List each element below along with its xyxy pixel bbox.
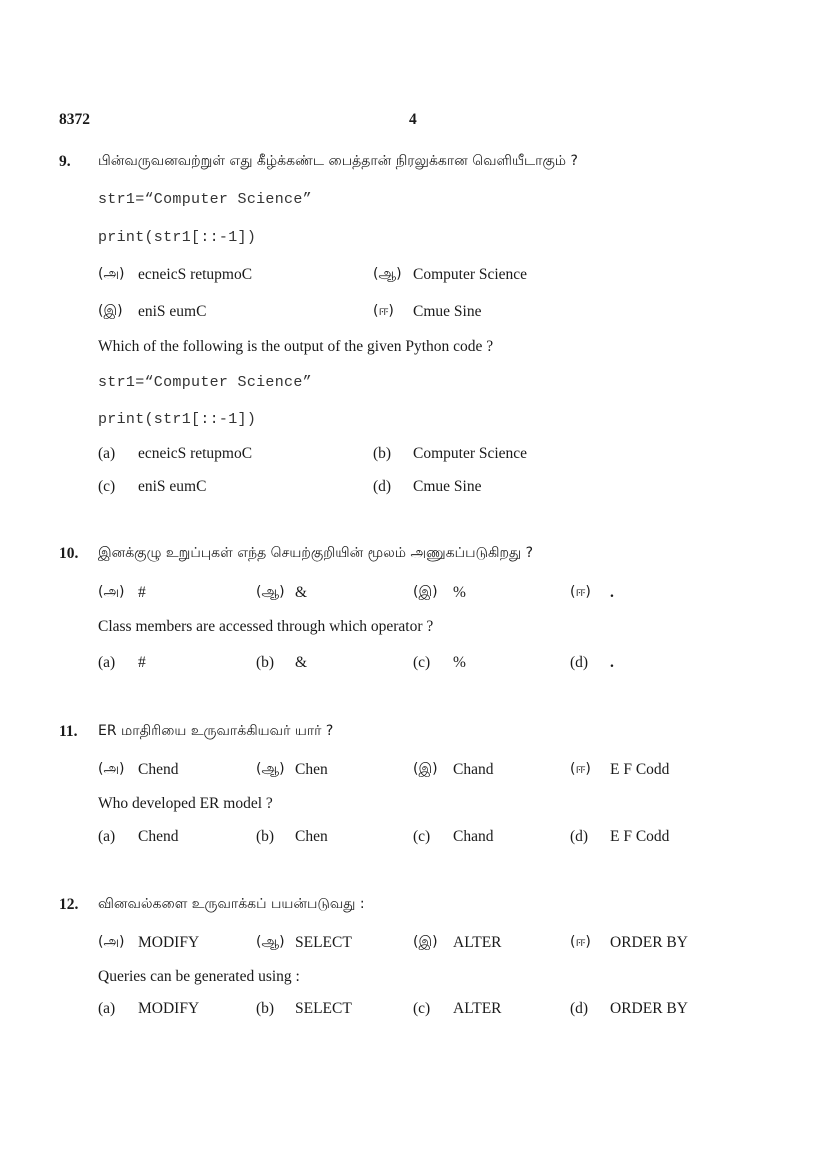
option-text: Chand [453, 828, 494, 845]
option-label: (a) [98, 445, 116, 462]
option-label: (ஈ) [373, 303, 394, 319]
option-label: (d) [570, 654, 589, 671]
question-text-tamil: இனக்குழு உறுப்புகள் எந்த செயற்குறியின் மூலம் அணுகப்படுகிறது ? [98, 545, 534, 561]
option-text: Computer Science [413, 266, 528, 283]
option-label: (இ) [413, 584, 438, 600]
option-text: Chen [295, 828, 328, 845]
option-label: (அ) [98, 584, 125, 600]
question-number: 9. [59, 153, 71, 170]
option-label: (இ) [98, 303, 123, 319]
question-text-english: Who developed ER model ? [98, 795, 273, 812]
option-label: (d) [570, 1000, 589, 1017]
option-text: ecneicS retupmoC [138, 266, 253, 283]
option-text: Chend [138, 828, 179, 845]
question-text-english: Which of the following is the output of the given Python code ? [98, 338, 494, 355]
option-label: (b) [256, 828, 275, 845]
option-text: SELECT [295, 1000, 352, 1017]
option-text: SELECT [295, 934, 352, 951]
code-line: str1=“Computer Science” [98, 374, 312, 391]
option-label: (c) [413, 1000, 431, 1017]
option-text: eniS eumC [138, 478, 207, 495]
option-label: (ஆ) [256, 584, 285, 600]
code-line: print(str1[::-1]) [98, 411, 257, 428]
option-text: ALTER [453, 934, 502, 951]
option-label: (d) [373, 478, 392, 495]
question-text-english: Class members are accessed through which operator ? [98, 618, 434, 635]
option-text: % [453, 584, 466, 601]
option-text: Computer Science [413, 445, 528, 462]
option-label: (c) [413, 654, 431, 671]
option-label: (b) [373, 445, 392, 462]
option-text: E F Codd [610, 761, 670, 778]
option-text: & [295, 584, 308, 601]
option-label: (அ) [98, 761, 125, 777]
page-number: 4 [409, 111, 417, 128]
question-number: 12. [59, 896, 79, 913]
question-text-tamil: பின்வருவனவற்றுள் எது கீழ்க்கண்ட பைத்தான் நிரலுக்கான வெளியீடாகும் ? [98, 153, 578, 169]
option-text: ORDER BY [610, 934, 688, 951]
option-text: Cmue Sine [413, 478, 482, 495]
question-number: 11. [59, 723, 78, 740]
option-text: Chen [295, 761, 328, 778]
option-text: MODIFY [138, 934, 200, 951]
option-label: (b) [256, 654, 275, 671]
option-label: (ஆ) [373, 266, 402, 282]
option-text: eniS eumC [138, 303, 207, 320]
option-text: Cmue Sine [413, 303, 482, 320]
question-text-tamil: ER மாதிரியை உருவாக்கியவர் யார் ? [98, 723, 334, 739]
option-text: . [610, 654, 614, 671]
option-label: (a) [98, 1000, 116, 1017]
option-text: MODIFY [138, 1000, 200, 1017]
option-text: Chand [453, 761, 494, 778]
option-label: (a) [98, 828, 116, 845]
option-text: & [295, 654, 308, 671]
option-text: . [610, 584, 614, 601]
option-label: (d) [570, 828, 589, 845]
option-text: ecneicS retupmoC [138, 445, 253, 462]
option-label: (b) [256, 1000, 275, 1017]
option-label: (அ) [98, 266, 125, 282]
option-label: (ஈ) [570, 761, 591, 777]
code-line: str1=“Computer Science” [98, 191, 312, 208]
question-text-tamil: வினவல்களை உருவாக்கப் பயன்படுவது : [98, 896, 365, 912]
option-text: # [138, 654, 146, 671]
option-text: E F Codd [610, 828, 670, 845]
option-label: (இ) [413, 761, 438, 777]
option-label: (ஆ) [256, 934, 285, 950]
code-line: print(str1[::-1]) [98, 229, 257, 246]
option-label: (c) [413, 828, 431, 845]
option-label: (c) [98, 478, 116, 495]
option-label: (ஈ) [570, 584, 591, 600]
option-text: # [138, 584, 146, 601]
option-label: (அ) [98, 934, 125, 950]
paper-code: 8372 [59, 111, 90, 128]
option-label: (இ) [413, 934, 438, 950]
question-number: 10. [59, 545, 79, 562]
option-label: (a) [98, 654, 116, 671]
option-text: % [453, 654, 466, 671]
option-text: ORDER BY [610, 1000, 688, 1017]
option-text: ALTER [453, 1000, 502, 1017]
question-text-english: Queries can be generated using : [98, 968, 300, 985]
option-label: (ஈ) [570, 934, 591, 950]
option-text: Chend [138, 761, 179, 778]
option-label: (ஆ) [256, 761, 285, 777]
